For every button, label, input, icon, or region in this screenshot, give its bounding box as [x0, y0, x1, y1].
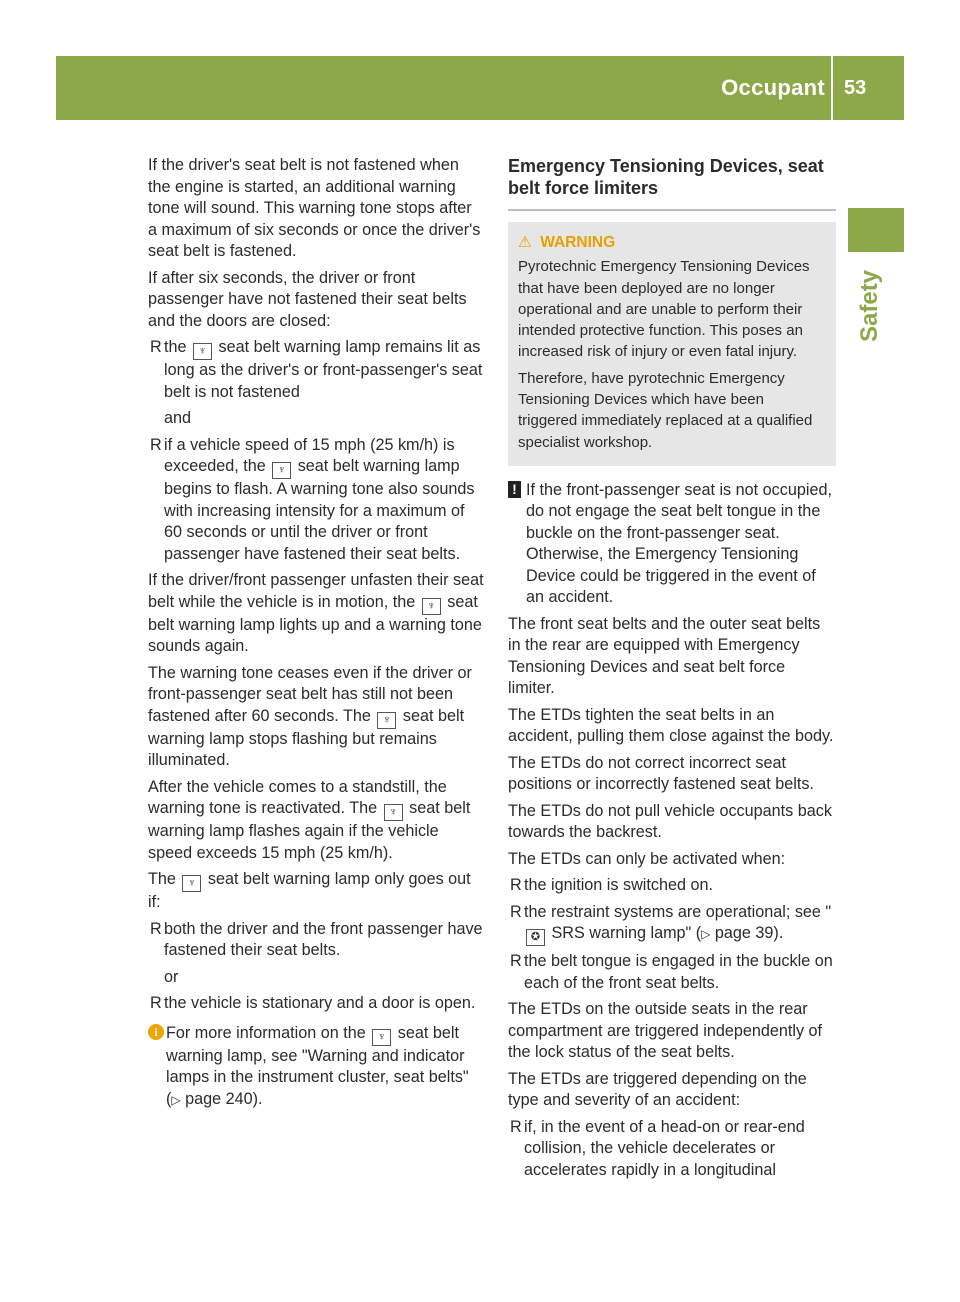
paragraph: The ♆ seat belt warning lamp only goes out if:: [148, 870, 471, 911]
paragraph: If after six seconds, the driver or front passenger have not fastened their seat belts and the doors are closed:: [148, 268, 467, 330]
bullet-marker: R: [510, 952, 522, 971]
section-tab: [848, 208, 904, 252]
header-divider: [831, 56, 833, 120]
paragraph: The ETDs tighten the seat belts in an accident, pulling them close against the body.: [508, 705, 834, 746]
paragraph: The ETDs can only be activated when:: [508, 849, 786, 868]
list-item: R the ignition is switched on.: [508, 875, 836, 897]
warning-text: Therefore, have pyrotechnic Emergency Tensioning Devices which have been triggered immediately replaced at a qualified specialist workshop.: [518, 369, 813, 451]
paragraph: The warning tone ceases even if the driver or front-passenger seat belt has still not been fastened after 60 seconds. The ♆ seat belt warning lamp stops flashing but remains illuminated.: [148, 663, 472, 769]
caution-note: ! If the front-passenger seat is not occupied, do not engage the seat belt tongue in the buckle on the front-passenger seat. Otherwise, the Emergency Tensioning Device could be triggered in the event of an accident.: [508, 480, 836, 609]
bullet-marker: R: [150, 919, 162, 938]
paragraph: The ETDs do not correct incorrect seat positions or incorrectly fastened seat belts.: [508, 753, 814, 794]
page-reference[interactable]: page 240).: [185, 1089, 263, 1108]
bullet-marker: R: [150, 338, 162, 356]
list-item: R the belt tongue is engaged in the buckle on each of the front seat belts.: [510, 952, 833, 992]
connector-text: and: [164, 409, 192, 427]
section-label: Safety: [856, 269, 883, 342]
bullet-marker: R: [150, 435, 162, 454]
list-item: R the restraint systems are operational; see "✪ SRS warning lamp" (▷ page 39).: [508, 902, 836, 947]
paragraph: The ETDs on the outside seats in the rear compartment are triggered independently of the lock status of the seat belts.: [508, 1000, 823, 1062]
paragraph: If the driver/front passenger unfasten their seat belt while the vehicle is in motion, the ♆ seat belt warning lamp lights up and a warning tone sounds again.: [148, 571, 484, 655]
paragraph: The ETDs are triggered depending on the type and severity of an accident:: [508, 1069, 807, 1110]
bullet-marker: R: [510, 1117, 522, 1136]
seatbelt-warning-icon: ♆: [377, 712, 396, 729]
left-column: [148, 155, 484, 1111]
paragraph: If the driver's seat belt is not fastened when the engine is started, an additional warning tone will sound. This warning tone stops after a maximum of six seconds or once the driver's seat belt is fastened.: [148, 156, 481, 260]
seatbelt-warning-icon: ♆: [372, 1029, 391, 1046]
seatbelt-warning-icon: ♆: [193, 343, 212, 360]
bullet-marker: R: [510, 902, 522, 921]
page-reference[interactable]: page 39).: [714, 924, 784, 943]
seatbelt-warning-icon: ♆: [422, 598, 441, 615]
seatbelt-warning-icon: ♆: [384, 804, 403, 821]
page-number: 53: [844, 77, 867, 99]
info-note: i For more information on the ♆ seat belt warning lamp, see "Warning and indicator lamps in the instrument cluster, seat belts" (▷ page 240).: [148, 1023, 484, 1112]
list-item: R both the driver and the front passenger have fastened their seat belts.: [150, 919, 483, 959]
list-item: R the vehicle is stationary and a door is open.: [148, 993, 484, 1015]
warning-text: Pyrotechnic Emergency Tensioning Devices that have been deployed are no longer operational and are unable to perform their intended protective function. This poses an increased risk of injury or even fatal injury.: [518, 258, 810, 361]
list-item: R if, in the event of a head-on or rear-end collision, the vehicle decelerates or accelerates rapidly in a longitudinal: [510, 1117, 805, 1179]
warning-box: [508, 222, 836, 466]
list-item: R if a vehicle speed of 15 mph (25 km/h) is exceeded, the ♆ seat belt warning lamp begins to flash. A warning tone also sounds with increasing intensity for a maximum of 60 seconds or until the driver or front passenger have fastened their seat belts.: [150, 435, 475, 563]
caution-icon: !: [508, 481, 521, 498]
paragraph: The ETDs do not pull vehicle occupants back towards the backrest.: [508, 801, 832, 842]
page-reference-arrow-icon: ▷: [701, 927, 711, 942]
paragraph: The front seat belts and the outer seat belts in the rear are equipped with Emergency Tensioning Devices and seat belt force limiter.: [508, 614, 821, 698]
list-item: R the ♆ seat belt warning lamp remains lit as long as the driver's or front-passenger's seat belt is not fastened: [150, 338, 483, 401]
section-heading: Emergency Tensioning Devices, seat belt force limiters: [508, 155, 836, 211]
warning-triangle-icon: ⚠: [518, 234, 532, 251]
right-column: [508, 155, 836, 1186]
connector-text: or: [164, 967, 179, 986]
seatbelt-warning-icon: ♆: [182, 875, 201, 892]
info-icon: i: [148, 1024, 164, 1040]
paragraph: After the vehicle comes to a standstill, the warning tone is reactivated. The ♆ seat belt warning lamp flashes again if the vehicle speed exceeds 15 mph (25 km/h).: [148, 777, 471, 862]
page-title: Occupant safety: [721, 75, 825, 160]
warning-header: ⚠ WARNING: [518, 234, 616, 251]
bullet-marker: R: [510, 876, 522, 895]
srs-warning-icon: ✪: [526, 929, 545, 946]
bullet-marker: R: [150, 994, 162, 1012]
page-reference-arrow-icon: ▷: [171, 1092, 181, 1107]
seatbelt-warning-icon: ♆: [272, 462, 291, 479]
